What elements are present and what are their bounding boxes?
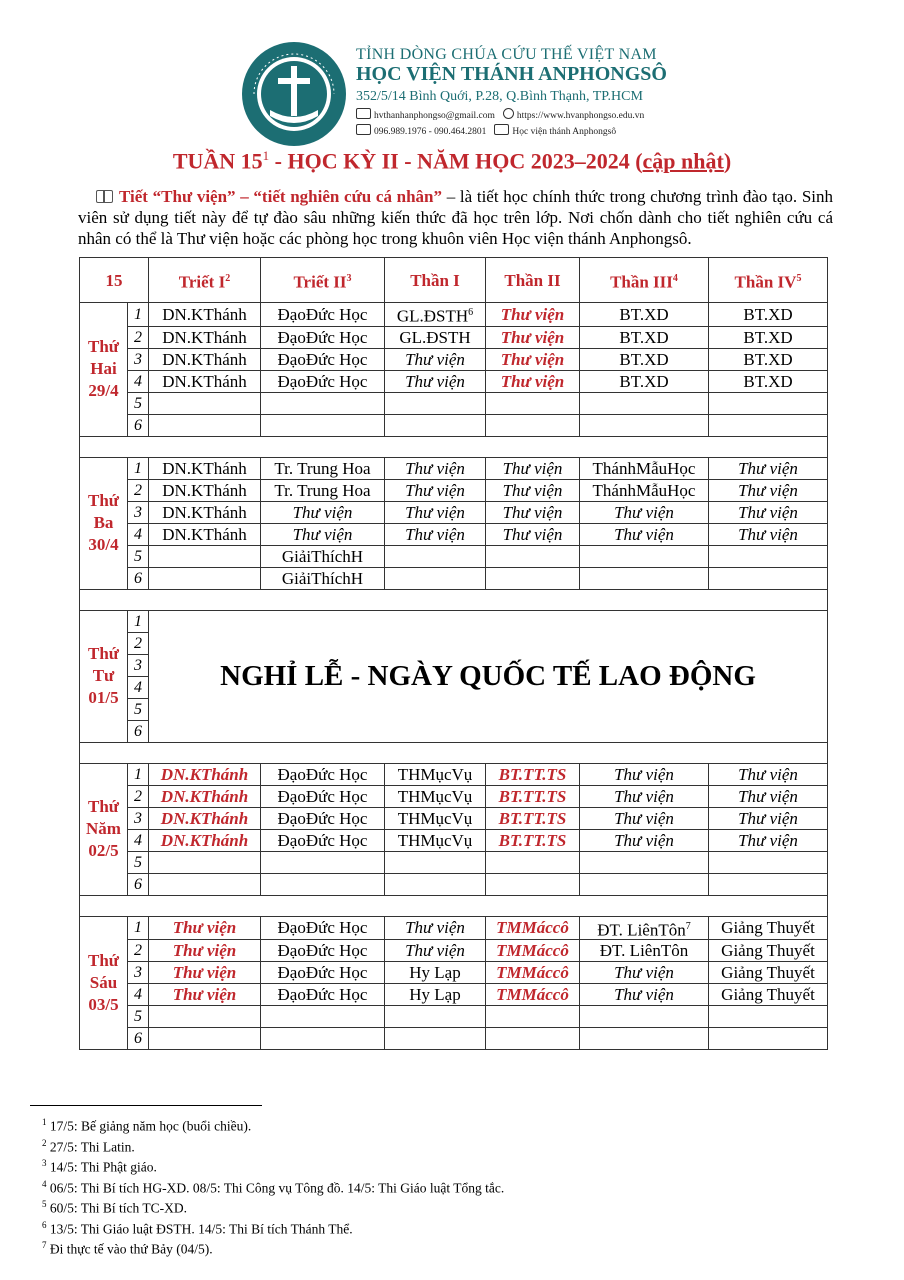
organization-block (356, 46, 686, 140)
schedule-cell (486, 1028, 580, 1050)
table-row (80, 414, 828, 436)
schedule-cell (709, 873, 828, 895)
footnote-item: $^6$ 13/5: Thi Giáo luật ĐSTH. 14/5: Thi Bí tích Thánh Thể. (42, 1219, 353, 1236)
table-row (80, 523, 828, 545)
holiday-notice: NGHỈ LỄ - NGÀY QUỐC TẾ LAO ĐỘNG (149, 610, 828, 742)
schedule-cell (709, 567, 828, 589)
schedule-cell: ĐT. LiênTôn$^7$ (580, 916, 709, 940)
spacer-row (80, 589, 828, 610)
schedule-cell: BT.XD (709, 370, 828, 392)
schedule-cell: Thư viện (709, 501, 828, 523)
footnote-divider (30, 1105, 262, 1106)
schedule-cell (709, 1028, 828, 1050)
schedule-cell: Thư viện (709, 785, 828, 807)
schedule-cell: Thư viện (385, 940, 486, 962)
facebook-icon (494, 124, 509, 135)
spacer-row (80, 742, 828, 763)
schedule-cell (149, 1028, 261, 1050)
period-number: 1 (128, 916, 149, 940)
period-number: 6 (128, 1028, 149, 1050)
schedule-cell: Thư viện (486, 370, 580, 392)
schedule-cell: DN.KThánh (149, 523, 261, 545)
period-number: 6 (128, 720, 149, 742)
website-text[interactable]: https://www.hvanphongso.edu.vn (516, 111, 645, 121)
schedule-cell: Thư viện (580, 984, 709, 1006)
schedule-cell: Hy Lạp (385, 962, 486, 984)
schedule-cell: BT.XD (709, 348, 828, 370)
schedule-cell (709, 545, 828, 567)
day-label: Thứ Hai 29/4 (80, 303, 128, 437)
schedule-cell: ĐạoĐức Học (261, 829, 385, 851)
period-number: 5 (128, 851, 149, 873)
org-province: TỈNH DÒNG CHÚA CỨU THẾ VIỆT NAM (356, 46, 657, 63)
period-number: 5 (128, 698, 149, 720)
schedule-cell (709, 851, 828, 873)
schedule-cell (709, 392, 828, 414)
period-number: 4 (128, 370, 149, 392)
period-number: 1 (128, 610, 149, 632)
schedule-cell: Thư viện (709, 523, 828, 545)
schedule-cell: ĐạoĐức Học (261, 984, 385, 1006)
schedule-cell: THMụcVụ (385, 763, 486, 785)
timetable (79, 257, 828, 1050)
period-number: 3 (128, 807, 149, 829)
col-header: Triết $I^2$ (149, 258, 261, 303)
schedule-cell (385, 567, 486, 589)
schedule-cell (149, 873, 261, 895)
schedule-cell (385, 873, 486, 895)
period-number: 1 (128, 457, 149, 479)
period-number: 4 (128, 676, 149, 698)
schedule-cell: DN.KThánh (149, 479, 261, 501)
title-footnote-ref: 1 (262, 148, 270, 163)
schedule-cell (385, 392, 486, 414)
schedule-cell: Thư viện (580, 763, 709, 785)
col-header: Triết $II^3$ (261, 258, 385, 303)
schedule-cell (261, 414, 385, 436)
schedule-cell (261, 1028, 385, 1050)
period-number: 5 (128, 1006, 149, 1028)
schedule-cell: Thư viện (486, 303, 580, 327)
col-header: Thần I (385, 258, 486, 303)
period-number: 6 (128, 567, 149, 589)
table-row (80, 326, 828, 348)
period-number: 3 (128, 348, 149, 370)
period-number: 4 (128, 523, 149, 545)
org-address: 352/5/14 Bình Quới, P.28, Q.Bình Thạnh, TP.HCM (356, 89, 643, 104)
day-label: Thứ Tư 01/5 (80, 610, 128, 742)
table-row (80, 940, 828, 962)
table-row (80, 545, 828, 567)
schedule-cell: ĐạoĐức Học (261, 916, 385, 940)
email-text[interactable]: hvthanhanphongso@gmail.com (374, 111, 495, 121)
mail-icon (356, 108, 371, 119)
schedule-cell: ĐạoĐức Học (261, 940, 385, 962)
table-row (80, 392, 828, 414)
globe-icon (503, 108, 514, 119)
schedule-cell: DN.KThánh (149, 763, 261, 785)
schedule-cell: ĐT. LiênTôn (580, 940, 709, 962)
schedule-cell: ĐạoĐức Học (261, 785, 385, 807)
period-number: 2 (128, 632, 149, 654)
schedule-cell: DN.KThánh (149, 303, 261, 327)
table-row (80, 763, 828, 785)
schedule-cell (580, 1006, 709, 1028)
day-label: Thứ Ba 30/4 (80, 457, 128, 589)
schedule-cell: BT.XD (709, 326, 828, 348)
schedule-cell (149, 1006, 261, 1028)
period-number: 4 (128, 829, 149, 851)
schedule-cell (261, 873, 385, 895)
schedule-cell: Thư viện (486, 501, 580, 523)
period-number: 3 (128, 962, 149, 984)
schedule-cell: GL.ĐSTH (385, 326, 486, 348)
schedule-cell: BT.XD (709, 303, 828, 327)
schedule-cell: BT.TT.TS (486, 785, 580, 807)
facebook-text[interactable]: Học viện thánh Anphongsô (512, 127, 617, 137)
schedule-cell (261, 392, 385, 414)
footnote-item: $^7$ Đi thực tế vào thứ Bảy (04/5). (42, 1240, 213, 1257)
period-number: 5 (128, 392, 149, 414)
title-prefix: TUẦN 15 (172, 148, 263, 174)
table-row (80, 457, 828, 479)
schedule-cell: Giảng Thuyết (709, 984, 828, 1006)
schedule-cell (580, 873, 709, 895)
schedule-cell: Thư viện (580, 785, 709, 807)
day-label: Thứ Sáu 03/5 (80, 916, 128, 1050)
schedule-cell: Thư viện (580, 501, 709, 523)
period-number: 1 (128, 303, 149, 327)
table-row (80, 807, 828, 829)
schedule-cell (149, 567, 261, 589)
schedule-cell: Thư viện (261, 523, 385, 545)
schedule-cell: ThánhMẫuHọc (580, 479, 709, 501)
schedule-cell: THMụcVụ (385, 785, 486, 807)
schedule-cell: TMMáccô (486, 984, 580, 1006)
schedule-cell: Thư viện (580, 807, 709, 829)
schedule-cell: BT.TT.TS (486, 807, 580, 829)
page-title (0, 148, 904, 174)
phone-text: 096.989.1976 - 090.464.2801 (374, 127, 487, 137)
period-number: 6 (128, 414, 149, 436)
table-row (80, 962, 828, 984)
schedule-cell: Giảng Thuyết (709, 916, 828, 940)
schedule-cell: Tr. Trung Hoa (261, 457, 385, 479)
schedule-cell: Thư viện (385, 501, 486, 523)
schedule-cell: BT.TT.TS (486, 763, 580, 785)
schedule-cell (580, 851, 709, 873)
schedule-cell (709, 414, 828, 436)
footnote-item: $^2$ 27/5: Thi Latin. (42, 1137, 135, 1154)
schedule-cell (385, 414, 486, 436)
schedule-cell (486, 414, 580, 436)
schedule-cell: THMụcVụ (385, 829, 486, 851)
schedule-cell (580, 392, 709, 414)
schedule-cell: Thư viện (385, 370, 486, 392)
schedule-cell: DN.KThánh (149, 807, 261, 829)
schedule-cell: ĐạoĐức Học (261, 763, 385, 785)
table-row (80, 916, 828, 940)
schedule-cell: Thư viện (486, 479, 580, 501)
schedule-cell (385, 851, 486, 873)
table-row (80, 370, 828, 392)
col-header: Thần $IV^5$ (709, 258, 828, 303)
period-number: 6 (128, 873, 149, 895)
title-suffix: ) (723, 148, 732, 174)
period-number: 2 (128, 326, 149, 348)
footnote-item: $^1$ 17/5: Bế giảng năm học (buổi chiều). (42, 1117, 252, 1134)
schedule-cell: Thư viện (385, 479, 486, 501)
period-number: 2 (128, 479, 149, 501)
period-number: 4 (128, 984, 149, 1006)
academy-logo-icon (240, 40, 348, 148)
schedule-cell: Thư viện (709, 479, 828, 501)
week-number: 15 (80, 258, 149, 303)
schedule-cell: TMMáccô (486, 962, 580, 984)
schedule-cell: Thư viện (486, 348, 580, 370)
table-row (80, 1006, 828, 1028)
schedule-cell: DN.KThánh (149, 785, 261, 807)
schedule-cell: Thư viện (709, 807, 828, 829)
schedule-cell: DN.KThánh (149, 348, 261, 370)
schedule-cell: TMMáccô (486, 916, 580, 940)
footnote-item: $^3$ 14/5: Thi Phật giáo. (42, 1158, 157, 1175)
schedule-cell (385, 1028, 486, 1050)
intro-paragraph (78, 186, 833, 249)
schedule-cell: Thư viện (486, 457, 580, 479)
table-row (80, 873, 828, 895)
schedule-cell: Thư viện (149, 962, 261, 984)
schedule-cell: DN.KThánh (149, 326, 261, 348)
org-name: HỌC VIỆN THÁNH ANPHONGSÔ (356, 63, 667, 85)
schedule-cell: Thư viện (261, 501, 385, 523)
schedule-cell: Thư viện (385, 523, 486, 545)
schedule-cell: THMụcVụ (385, 807, 486, 829)
schedule-cell (385, 545, 486, 567)
schedule-cell: DN.KThánh (149, 370, 261, 392)
schedule-cell (149, 392, 261, 414)
schedule-cell: Thư viện (149, 916, 261, 940)
table-row (80, 501, 828, 523)
schedule-cell: Hy Lạp (385, 984, 486, 1006)
schedule-cell (486, 545, 580, 567)
spacer-row (80, 895, 828, 916)
schedule-cell: Thư viện (580, 523, 709, 545)
day-label: Thứ Năm 02/5 (80, 763, 128, 895)
table-row (80, 479, 828, 501)
footnote-item: $^5$ 60/5: Thi Bí tích TC-XD. (42, 1199, 188, 1216)
table-row (80, 851, 828, 873)
table-row (80, 567, 828, 589)
schedule-cell: Thư viện (149, 940, 261, 962)
table-row (80, 984, 828, 1006)
schedule-cell: DN.KThánh (149, 501, 261, 523)
schedule-cell (486, 873, 580, 895)
schedule-cell: Giảng Thuyết (709, 940, 828, 962)
schedule-cell: BT.TT.TS (486, 829, 580, 851)
footnote-item: $^4$ 06/5: Thi Bí tích HG-XD. 08/5: Thi Công vụ Tông đồ. 14/5: Thi Giáo luật Tổng tắc. (42, 1178, 505, 1195)
col-header: Thần II (486, 258, 580, 303)
table-row (80, 303, 828, 327)
intro-lead: Tiết (119, 187, 153, 206)
intro-body: – là tiết học chính thức trong chương trình đào tạo. Sinh viên sử dụng tiết này để tự đào sâu những kiến thức đã học trên lớp. Nơi chốn dành cho tiết nghiên cứu cá nhân có thể là Thư viện hoặc các phòng học trong khuôn viên Học viện thánh Anphongsô. (78, 187, 833, 248)
book-icon (96, 190, 113, 203)
schedule-cell (580, 1028, 709, 1050)
schedule-cell: Thư viện (709, 763, 828, 785)
schedule-cell: BT.XD (580, 326, 709, 348)
schedule-cell: Thư viện (709, 457, 828, 479)
schedule-cell: Thư viện (580, 962, 709, 984)
schedule-cell: BT.XD (580, 370, 709, 392)
schedule-cell: Tr. Trung Hoa (261, 479, 385, 501)
schedule-cell: ThánhMẫuHọc (580, 457, 709, 479)
spacer-row (80, 436, 828, 457)
period-number: 5 (128, 545, 149, 567)
schedule-cell (486, 392, 580, 414)
schedule-cell (261, 1006, 385, 1028)
schedule-cell: ĐạoĐức Học (261, 807, 385, 829)
schedule-cell: Thư viện (709, 829, 828, 851)
schedule-cell: DN.KThánh (149, 457, 261, 479)
schedule-cell: Thư viện (385, 457, 486, 479)
schedule-cell: ĐạoĐức Học (261, 962, 385, 984)
schedule-cell: TMMáccô (486, 940, 580, 962)
schedule-cell: Thư viện (149, 984, 261, 1006)
schedule-cell: ĐạoĐức Học (261, 303, 385, 327)
table-row (80, 1028, 828, 1050)
schedule-cell: Thư viện (385, 348, 486, 370)
period-number: 2 (128, 940, 149, 962)
table-row (80, 829, 828, 851)
schedule-cell: Thư viện (385, 916, 486, 940)
schedule-cell (580, 567, 709, 589)
schedule-cell (149, 414, 261, 436)
intro-highlight: “Thư viện” – “tiết nghiên cứu cá nhân” (152, 187, 443, 206)
schedule-cell (385, 1006, 486, 1028)
schedule-cell (149, 851, 261, 873)
header-row (80, 258, 828, 303)
letterhead (240, 40, 680, 148)
schedule-cell (580, 545, 709, 567)
schedule-cell: Thư viện (486, 326, 580, 348)
schedule-cell (149, 545, 261, 567)
schedule-cell (709, 1006, 828, 1028)
schedule-cell: ĐạoĐức Học (261, 348, 385, 370)
schedule-cell (486, 1006, 580, 1028)
schedule-cell: ĐạoĐức Học (261, 370, 385, 392)
footnotes (42, 1114, 504, 1258)
schedule-cell (486, 851, 580, 873)
title-updated: cập nhật (642, 148, 724, 174)
schedule-cell: GL.ĐSTH$^6$ (385, 303, 486, 327)
contact-info (356, 108, 686, 140)
col-header: Thần III$^4$ (580, 258, 709, 303)
schedule-cell: GiảiThíchH (261, 567, 385, 589)
schedule-cell: GiảiThíchH (261, 545, 385, 567)
schedule-cell: BT.XD (580, 303, 709, 327)
table-row (80, 610, 828, 632)
schedule-cell (580, 414, 709, 436)
period-number: 1 (128, 763, 149, 785)
phone-icon (356, 124, 371, 135)
period-number: 2 (128, 785, 149, 807)
schedule-cell: ĐạoĐức Học (261, 326, 385, 348)
table-row (80, 348, 828, 370)
table-row (80, 785, 828, 807)
schedule-cell: Thư viện (486, 523, 580, 545)
period-number: 3 (128, 501, 149, 523)
schedule-cell (261, 851, 385, 873)
schedule-cell: BT.XD (580, 348, 709, 370)
schedule-cell: DN.KThánh (149, 829, 261, 851)
title-middle: - HỌC KỲ II - NĂM HỌC 2023–2024 ( (269, 148, 643, 174)
schedule-cell: Thư viện (580, 829, 709, 851)
schedule-cell: Giảng Thuyết (709, 962, 828, 984)
schedule-cell (486, 567, 580, 589)
period-number: 3 (128, 654, 149, 676)
